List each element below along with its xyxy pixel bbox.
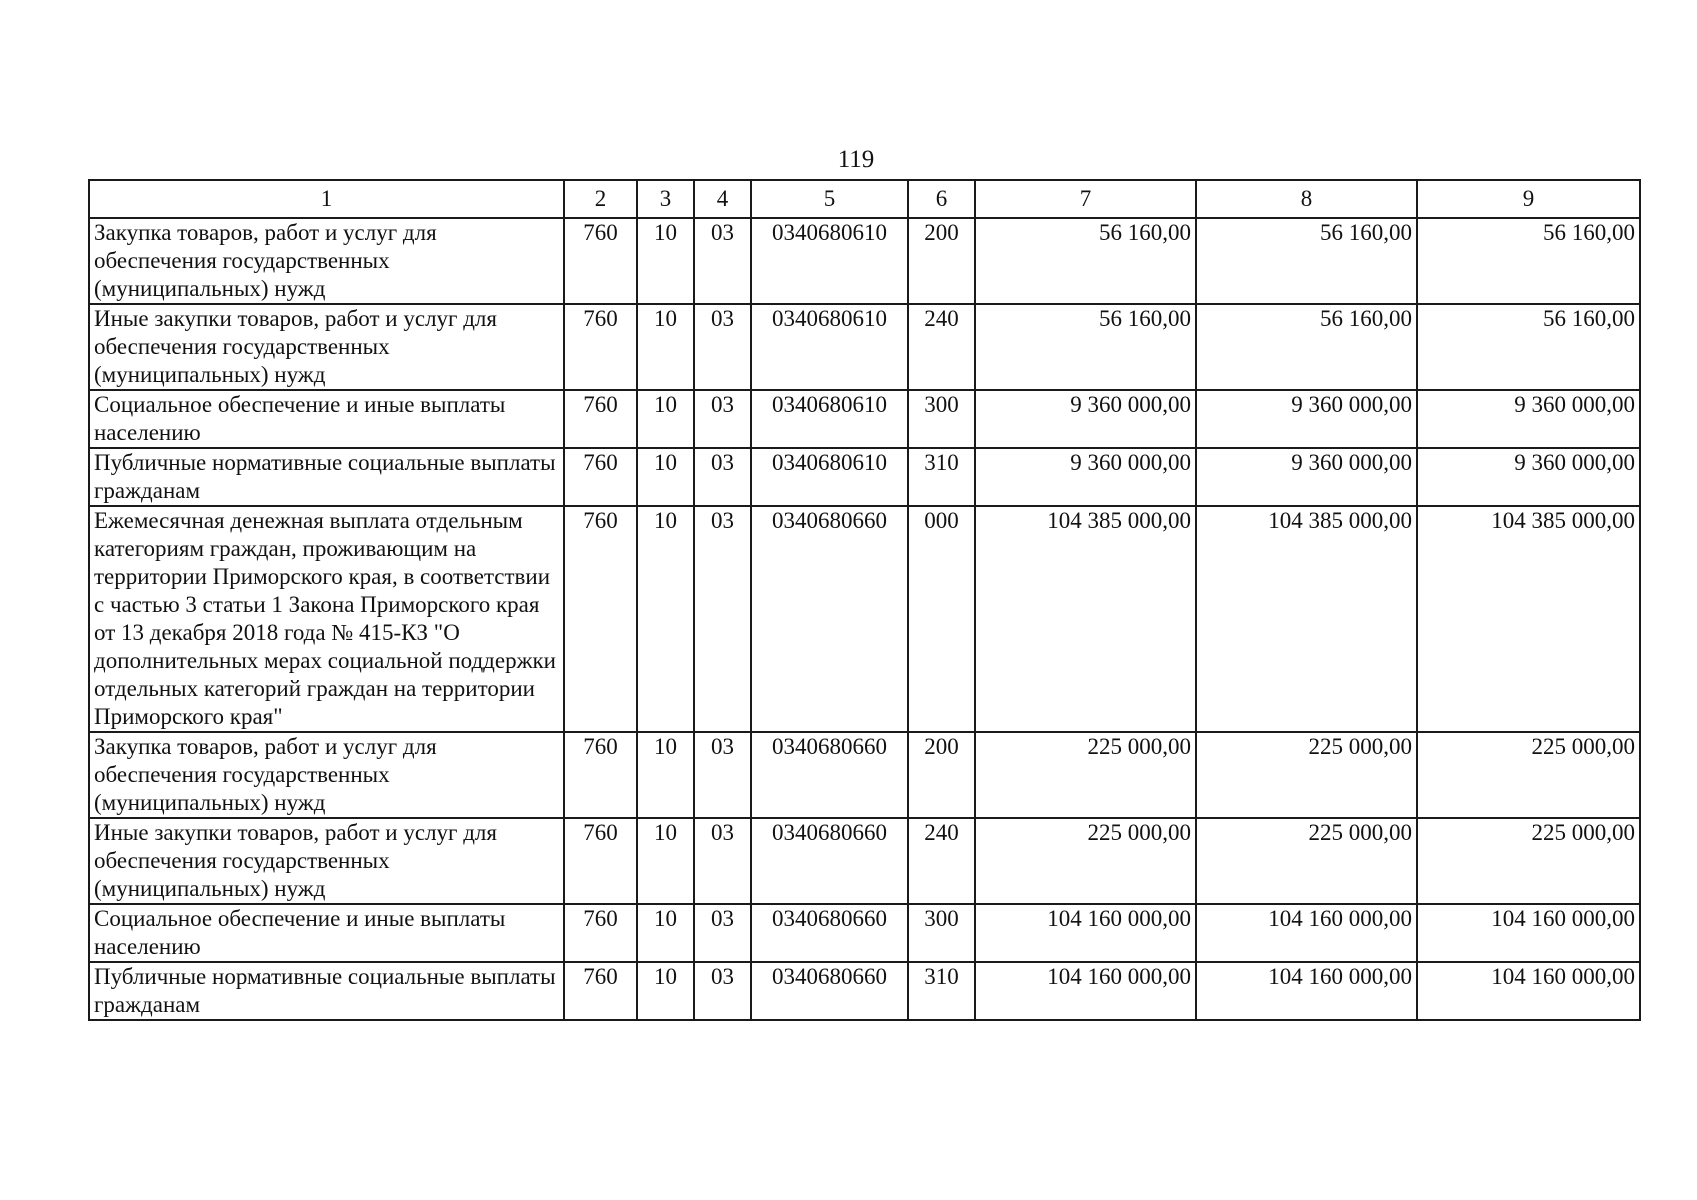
page-number: 119: [837, 146, 875, 173]
code-cell: 03: [694, 218, 751, 304]
code-cell: 10: [637, 962, 694, 1020]
code-cell: 760: [564, 304, 637, 390]
header-cell: 7: [975, 180, 1196, 218]
code-cell: 10: [637, 904, 694, 962]
code-cell: 300: [908, 390, 975, 448]
header-cell: 4: [694, 180, 751, 218]
code-cell: 0340680660: [751, 506, 908, 732]
code-cell: 03: [694, 818, 751, 904]
table-row: [89, 304, 1640, 390]
code-cell: 760: [564, 818, 637, 904]
code-cell: 10: [637, 448, 694, 506]
code-cell: 0340680610: [751, 304, 908, 390]
amount-cell: 104 160 000,00: [1417, 962, 1640, 1020]
amount-cell: 225 000,00: [975, 818, 1196, 904]
code-cell: 760: [564, 448, 637, 506]
code-cell: 0340680610: [751, 218, 908, 304]
amount-cell: 104 160 000,00: [975, 904, 1196, 962]
amount-cell: 225 000,00: [1196, 818, 1417, 904]
amount-cell: 9 360 000,00: [1196, 390, 1417, 448]
amount-cell: 104 160 000,00: [1196, 962, 1417, 1020]
table-row: [89, 390, 1640, 448]
code-cell: 10: [637, 506, 694, 732]
row-name-cell: Публичные нормативные социальные выплаты гражданам: [89, 962, 564, 1020]
header-cell: 3: [637, 180, 694, 218]
header-cell: 2: [564, 180, 637, 218]
amount-cell: 104 160 000,00: [975, 962, 1196, 1020]
amount-cell: 56 160,00: [975, 304, 1196, 390]
code-cell: 03: [694, 506, 751, 732]
code-cell: 0340680660: [751, 818, 908, 904]
code-cell: 0340680660: [751, 732, 908, 818]
amount-cell: 9 360 000,00: [975, 390, 1196, 448]
code-cell: 760: [564, 904, 637, 962]
amount-cell: 9 360 000,00: [975, 448, 1196, 506]
amount-cell: 56 160,00: [1417, 304, 1640, 390]
amount-cell: 9 360 000,00: [1196, 448, 1417, 506]
header-cell: 6: [908, 180, 975, 218]
code-cell: 0340680660: [751, 962, 908, 1020]
code-cell: 03: [694, 962, 751, 1020]
row-name-cell: Иные закупки товаров, работ и услуг для обеспечения государственных (муниципальных) нужд: [89, 304, 564, 390]
row-name-cell: Закупка товаров, работ и услуг для обеспечения государственных (муниципальных) нужд: [89, 732, 564, 818]
amount-cell: 9 360 000,00: [1417, 448, 1640, 506]
table-header: [89, 180, 1640, 218]
amount-cell: 104 385 000,00: [1417, 506, 1640, 732]
code-cell: 310: [908, 962, 975, 1020]
table-row: [89, 732, 1640, 818]
row-name-cell: Социальное обеспечение и иные выплаты населению: [89, 904, 564, 962]
amount-cell: 56 160,00: [1196, 218, 1417, 304]
table-row: [89, 506, 1640, 732]
code-cell: 200: [908, 218, 975, 304]
code-cell: 03: [694, 448, 751, 506]
amount-cell: 56 160,00: [1417, 218, 1640, 304]
code-cell: 03: [694, 304, 751, 390]
code-cell: 03: [694, 904, 751, 962]
code-cell: 240: [908, 818, 975, 904]
row-name-cell: Социальное обеспечение и иные выплаты населению: [89, 390, 564, 448]
header-row: [89, 180, 1640, 218]
row-name-cell: Закупка товаров, работ и услуг для обеспечения государственных (муниципальных) нужд: [89, 218, 564, 304]
code-cell: 200: [908, 732, 975, 818]
code-cell: 000: [908, 506, 975, 732]
code-cell: 0340680660: [751, 904, 908, 962]
table-body: [89, 218, 1640, 1020]
amount-cell: 225 000,00: [975, 732, 1196, 818]
amount-cell: 225 000,00: [1417, 732, 1640, 818]
amount-cell: 225 000,00: [1417, 818, 1640, 904]
code-cell: 0340680610: [751, 448, 908, 506]
amount-cell: 56 160,00: [1196, 304, 1417, 390]
amount-cell: 225 000,00: [1196, 732, 1417, 818]
code-cell: 10: [637, 304, 694, 390]
code-cell: 10: [637, 818, 694, 904]
header-cell: 1: [89, 180, 564, 218]
header-cell: 5: [751, 180, 908, 218]
amount-cell: 9 360 000,00: [1417, 390, 1640, 448]
code-cell: 10: [637, 732, 694, 818]
amount-cell: 56 160,00: [975, 218, 1196, 304]
code-cell: 10: [637, 218, 694, 304]
amount-cell: 104 385 000,00: [975, 506, 1196, 732]
code-cell: 760: [564, 218, 637, 304]
row-name-cell: Публичные нормативные социальные выплаты гражданам: [89, 448, 564, 506]
code-cell: 10: [637, 390, 694, 448]
code-cell: 0340680610: [751, 390, 908, 448]
code-cell: 310: [908, 448, 975, 506]
table-row: [89, 904, 1640, 962]
code-cell: 03: [694, 732, 751, 818]
code-cell: 240: [908, 304, 975, 390]
code-cell: 300: [908, 904, 975, 962]
header-cell: 9: [1417, 180, 1640, 218]
header-cell: 8: [1196, 180, 1417, 218]
table-row: [89, 218, 1640, 304]
amount-cell: 104 160 000,00: [1417, 904, 1640, 962]
table-row: [89, 818, 1640, 904]
code-cell: 760: [564, 732, 637, 818]
code-cell: 760: [564, 390, 637, 448]
row-name-cell: Ежемесячная денежная выплата отдельным категориям граждан, проживающим на территории Приморского края, в соответствии с частью 3 статьи 1 Закона Приморского края от 13 декабря 2018 года № 415-КЗ "О дополнительных мерах социальной поддержки отдельных категорий граждан на территории Приморского края": [89, 506, 564, 732]
code-cell: 760: [564, 506, 637, 732]
code-cell: 760: [564, 962, 637, 1020]
row-name-cell: Иные закупки товаров, работ и услуг для обеспечения государственных (муниципальных) нужд: [89, 818, 564, 904]
amount-cell: 104 160 000,00: [1196, 904, 1417, 962]
code-cell: 03: [694, 390, 751, 448]
amount-cell: 104 385 000,00: [1196, 506, 1417, 732]
table-row: [89, 962, 1640, 1020]
budget-table: [88, 179, 1641, 1021]
table-row: [89, 448, 1640, 506]
